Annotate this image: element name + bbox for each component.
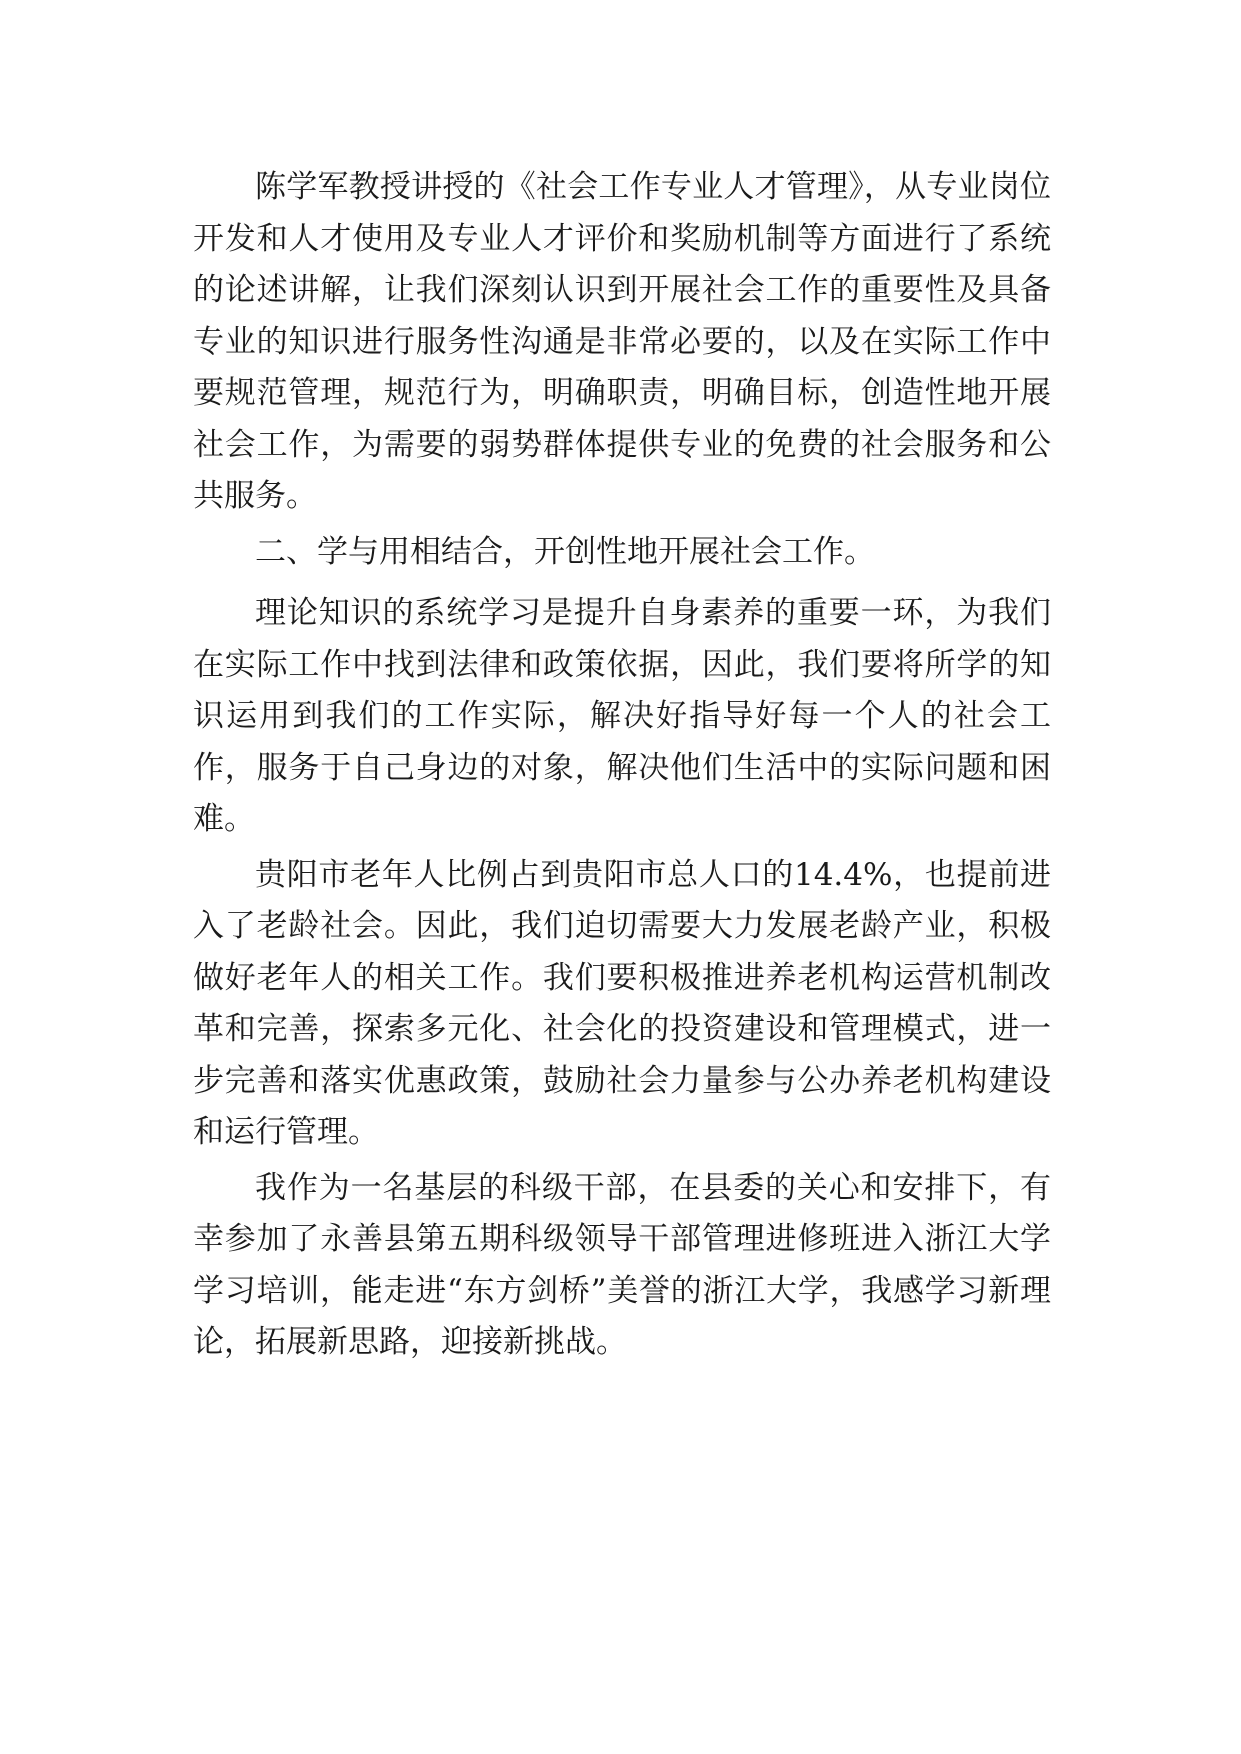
document-body bbox=[193, 162, 1051, 1373]
section-heading-two: 二、学与用相结合，开创性地开展社会工作。 bbox=[255, 533, 875, 570]
paragraph-course-review: 陈学军教授讲授的《社会工作专业人才管理》，从专业岗位开发和人才使用及专业人才评价和奖励机制等方面进行了系统的论述讲解，让我们深刻认识到开展社会工作的重要性及具备专业的知识进行服务性沟通是非常必要的，以及在实际工作中要规范管理，规范行为，明确职责，明确目标，创造性地开展社会工作，为需要的弱势群体提供专业的免费的社会服务和公共服务。 bbox=[193, 169, 1051, 514]
paragraph-theory-practice: 理论知识的系统学习是提升自身素养的重要一环，为我们在实际工作中找到法律和政策依据，因此，我们要将所学的知识运用到我们的工作实际，解决好指导好每一个人的社会工作，服务于自己身边的对象，解决他们生活中的实际问题和困难。 bbox=[193, 595, 1051, 837]
paragraph-personal-reflection: 我作为一名基层的科级干部，在县委的关心和安排下，有幸参加了永善县第五期科级领导干部管理进修班进入浙江大学学习培训，能走进“东方剑桥”美誉的浙江大学，我感学习新理论，拓展新思路，迎接新挑战。 bbox=[193, 1169, 1051, 1360]
paragraph-aging-society: 贵阳市老年人比例占到贵阳市总人口的14.4%，也提前进入了老龄社会。因此，我们迫切需要大力发展老龄产业，积极做好老年人的相关工作。我们要积极推进养老机构运营机制改革和完善，探索多元化、社会化的投资建设和管理模式，进一步完善和落实优惠政策，鼓励社会力量参与公办养老机构建设和运行管理。 bbox=[193, 856, 1051, 1150]
